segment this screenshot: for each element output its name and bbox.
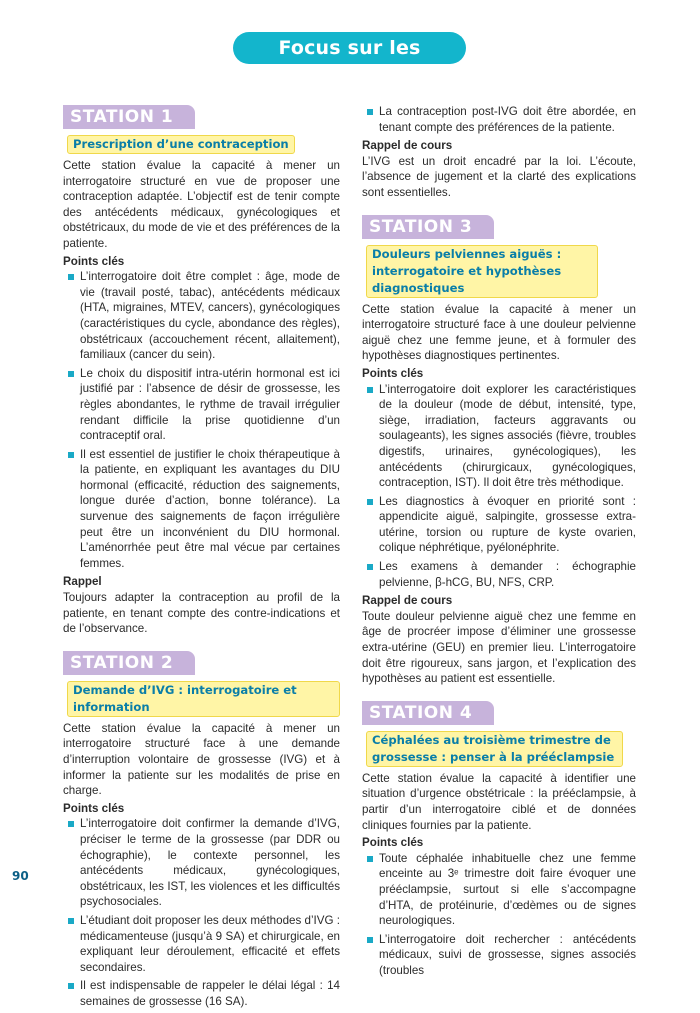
recall-heading: Rappel de cours (362, 594, 453, 608)
list-item-text: L’interrogatoire doit explorer les caractéristiques de la douleur (mode de début, intensité, type, siège, irradiation, facteurs aggravants ou soulageants), les signes associés (fièvre, troubles digestifs, urinaires, gynécologiques), les antécédents (chirurgicaux, gynécologiques, contraception, IST). Il doit être très méthodique. (379, 382, 636, 490)
station-1-intro: Cette station évalue la capacité à mener un interrogatoire structuré en vue de proposer une contraception adaptée. L’objectif est de tenir compte des antécédents médicaux, gynécologiques et obstétricaux, du mode de vie et des préférences de la patiente. (63, 159, 340, 250)
station-2-points-continued (362, 104, 636, 135)
station-1-points (63, 269, 340, 571)
bullet-icon (68, 918, 74, 924)
list-item-text: Toute céphalée inhabituelle chez une femme enceinte au 3ᵉ trimestre doit faire évoquer une prééclampsie, surtout si elle s’accompagne d’HTA, de protéinurie, d’œdèmes ou de signes neurologiques. (379, 851, 636, 928)
list-item (379, 851, 636, 929)
list-item-text: La contraception post-IVG doit être abordée, en tenant compte des préférences de la patiente. (379, 105, 636, 134)
station-3-points (362, 382, 636, 591)
list-item (379, 932, 636, 979)
bullet-icon (367, 856, 373, 862)
recall-heading: Rappel (63, 575, 102, 589)
list-item-text: Il est essentiel de justifier le choix thérapeutique à la patiente, en expliquant les avantages du DIU hormonal (efficacité, réduction des saignements, longue durée d’action, bonne tolérance). La survenue des saignements de façon irrégulière peut être un inconvénient du DIU hormonal. L’aménorrhée peut être mal vécue par certaines femmes. (80, 447, 340, 570)
list-item-text: Le choix du dispositif intra-utérin hormonal est ici justifié par : l’absence de désir de grossesse, les règles abondantes, le rythme de travail irrégulier rendant difficile la prise quotidienne d’un contraceptif oral. (80, 366, 340, 443)
list-item-text: L’interrogatoire doit confirmer la demande d’IVG, préciser le terme de la grossesse (par DDR ou échographie), le contexte personnel, les antécédents médicaux, gynécologiques, obstétricaux, les IST, les violences et les difficultés psychosociales. (80, 817, 340, 909)
list-item (80, 447, 340, 572)
points-heading: Points clés (63, 254, 125, 268)
recall-heading: Rappel de cours (362, 139, 453, 153)
station-3-label: STATION 3 (362, 215, 494, 239)
list-item (379, 382, 636, 491)
list-item (80, 978, 340, 1009)
station-3-recall: Toute douleur pelvienne aiguë chez une femme en âge de procréer impose d’éliminer une grossesse extra-utérine (GEU) en premier lieu. L’interrogatoire doit être rigoureux, sans jargon, et l’explication des hypothèses au patient est essentielle. (362, 609, 636, 686)
page-number: 90 (12, 869, 29, 883)
left-column (63, 105, 340, 1013)
list-item-text: L’étudiant doit proposer les deux méthodes d’IVG : médicamenteuse (jusqu’à 9 SA) et chirurgicale, en expliquant leur déroulement, efficacité et effets secondaires. (80, 913, 340, 974)
station-1-subtitle: Prescription d’une contraception (67, 135, 295, 154)
station-4-intro: Cette station évalue la capacité à identifier une situation d’urgence obstétricale : la prééclampsie, à partir d’un interrogatoire ciblé et de données cliniques fournies par la patiente. (362, 771, 636, 832)
bullet-icon (68, 371, 74, 377)
points-heading: Points clés (362, 366, 424, 380)
list-item-text: L’interrogatoire doit être complet : âge, mode de vie (travail posté, tabac), antécédents médicaux (HTA, migraines, MTEV, cancers), gynécologiques (caractéristiques du cycle, abondance des règles), obstétricaux (accouchement récent, allaitement), familiaux (cancer du sein). (80, 270, 340, 362)
list-item (80, 913, 340, 975)
station-4-points (362, 851, 636, 979)
bullet-icon (68, 452, 74, 458)
bullet-icon (68, 821, 74, 827)
bullet-icon (367, 387, 373, 393)
list-item (80, 366, 340, 444)
bullet-icon (367, 499, 373, 505)
section-title: Focus sur les stations (233, 32, 466, 64)
bullet-icon (367, 109, 373, 115)
station-4-subtitle: Céphalées au troisième trimestre de grossesse : penser à la prééclampsie (366, 731, 623, 767)
station-1-recall: Toujours adapter la contraception au profil de la patiente, en tenant compte des contre-indications et de l’observance. (63, 591, 340, 636)
bullet-icon (68, 274, 74, 280)
station-2-subtitle: Demande d’IVG : interrogatoire et information (67, 681, 340, 717)
station-2-intro: Cette station évalue la capacité à mener un interrogatoire structuré face à une demande d’interruption volontaire de grossesse (IVG) et à informer la patiente sur les modalités de prise en charge. (63, 721, 340, 798)
list-item (80, 269, 340, 363)
station-4-label: STATION 4 (362, 701, 494, 725)
station-2-recall: L’IVG est un droit encadré par la loi. L’écoute, l’absence de jugement et la clarté des explications sont essentielles. (362, 154, 636, 199)
station-1-label: STATION 1 (63, 105, 195, 129)
list-item-text: Les diagnostics à évoquer en priorité sont : appendicite aiguë, salpingite, grossesse extra-utérine, torsion ou rupture de kyste ovarien, colique néphrétique, pyélonéphrite. (379, 494, 636, 555)
points-heading: Points clés (63, 801, 125, 815)
station-3-subtitle: Douleurs pelviennes aiguës : interrogatoire et hypothèses diagnostiques (366, 245, 598, 298)
station-2-points (63, 816, 340, 1009)
list-item (379, 494, 636, 556)
list-item (379, 559, 636, 590)
list-item (80, 816, 340, 910)
list-item-text: Il est indispensable de rappeler le délai légal : 14 semaines de grossesse (16 SA). (80, 979, 340, 1008)
list-item-text: L’interrogatoire doit rechercher : antécédents médicaux, suivi de grossesse, signes associés (troubles (379, 932, 636, 977)
bullet-icon (68, 983, 74, 989)
right-column (362, 104, 636, 982)
list-item (379, 104, 636, 135)
bullet-icon (367, 564, 373, 570)
bullet-icon (367, 937, 373, 943)
station-2-label: STATION 2 (63, 651, 195, 675)
points-heading: Points clés (362, 836, 424, 850)
station-3-intro: Cette station évalue la capacité à mener un interrogatoire structuré face à une douleur pelvienne aiguë chez une femme jeune, et à formuler des hypothèses diagnostiques pertinentes. (362, 302, 636, 363)
list-item-text: Les examens à demander : échographie pelvienne, β-hCG, BU, NFS, CRP. (379, 560, 636, 589)
